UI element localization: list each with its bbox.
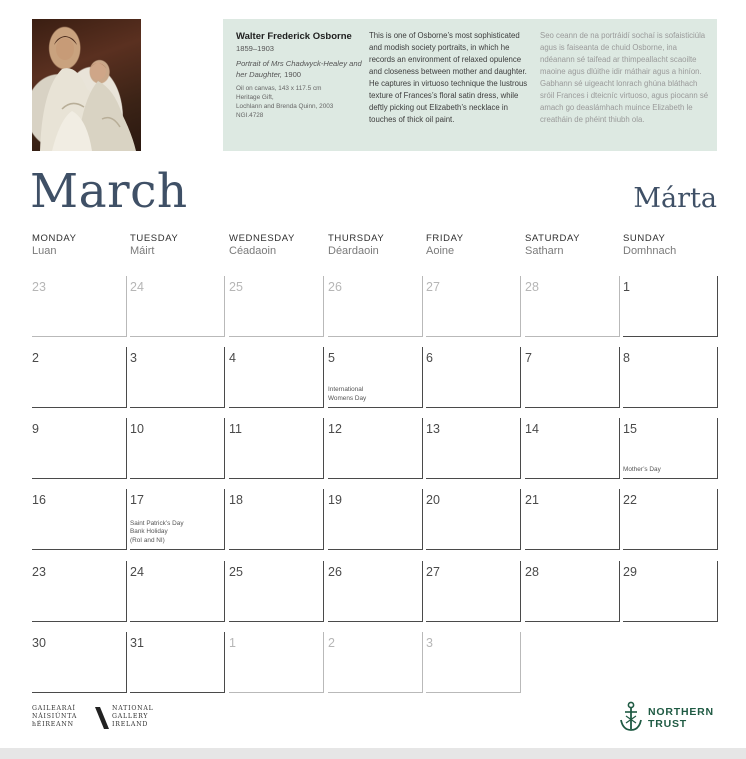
event-note-line: International — [328, 386, 364, 393]
day-number: 26 — [328, 565, 342, 579]
logo-line: IRELAND — [112, 721, 149, 729]
artwork-credit-2: Lochlann and Brenda Quinn, 2003 — [236, 103, 334, 110]
weekday-label-irish: Céadaoin — [229, 245, 277, 257]
day-cell[interactable] — [130, 561, 225, 622]
day-number: 2 — [328, 636, 335, 650]
day-number: 8 — [623, 351, 630, 365]
day-event-note — [328, 386, 366, 403]
artwork-medium: Oil on canvas, 143 x 117.5 cm — [236, 85, 322, 92]
day-number: 19 — [328, 493, 342, 507]
description-irish: Seo ceann de na portráidí sochaí is sofaisticiúla agus is faiseanta de chuid Osborne, ina ndéanann sé taifead ar thimpeallacht scaoilte maoine agus dlúithe idir máthair agus a hiníon. Gabhann sé uigeacht lonrach ghúna bláthach sróil Frances i dteicníc virtuoso, agus piocann sé amach go deaslámhach muince Elizabeth le creatháin de phéint thiubh ola. — [540, 31, 709, 124]
day-number: 23 — [32, 565, 46, 579]
day-cell[interactable] — [32, 418, 127, 479]
month-title-english: March — [30, 164, 188, 219]
event-note-line: Mother’s Day — [623, 465, 661, 473]
weekday-label-irish: Satharn — [525, 245, 564, 257]
day-number: 13 — [426, 422, 440, 436]
day-number: 17 — [130, 493, 144, 507]
day-number: 27 — [426, 565, 440, 579]
day-number: 4 — [229, 351, 236, 365]
day-number: 3 — [426, 636, 433, 650]
day-number: 22 — [623, 493, 637, 507]
event-note-line: Bank Holiday — [130, 528, 168, 535]
logo-slash-icon — [94, 706, 110, 730]
day-cell[interactable] — [623, 276, 718, 337]
day-number: 25 — [229, 280, 243, 294]
day-number: 28 — [525, 280, 539, 294]
weekday-label-irish: Luan — [32, 245, 57, 257]
day-cell[interactable] — [229, 418, 324, 479]
day-cell[interactable] — [130, 632, 225, 693]
artwork-caption — [236, 30, 364, 120]
day-number: 6 — [426, 351, 433, 365]
weekday-header-friday — [426, 233, 522, 257]
day-cell-adjacent-month[interactable] — [229, 632, 324, 693]
artwork-title-text: Portrait of Mrs Chadwyck-Healey and her Daughter, — [236, 59, 362, 79]
weekday-label-irish: Aoine — [426, 245, 455, 257]
artwork-title — [236, 58, 364, 80]
day-number: 31 — [130, 636, 144, 650]
day-number: 14 — [525, 422, 539, 436]
northern-trust-logo — [619, 701, 714, 738]
logo-line: NÁISIÚNTA — [32, 713, 78, 721]
day-number: 24 — [130, 280, 144, 294]
weekday-header-wednesday — [229, 233, 325, 257]
day-number: 18 — [229, 493, 243, 507]
day-number: 7 — [525, 351, 532, 365]
logo-line: GAILEARAÍ — [32, 705, 76, 712]
day-number: 11 — [229, 422, 242, 436]
day-cell[interactable] — [32, 347, 127, 408]
day-cell-adjacent-month[interactable] — [130, 276, 225, 337]
day-number: 16 — [32, 493, 46, 507]
weekday-label-english: MONDAY — [32, 233, 77, 244]
day-cell[interactable] — [426, 489, 521, 550]
day-cell[interactable] — [32, 632, 127, 693]
logo-line: GALLERY — [112, 713, 149, 721]
day-cell[interactable] — [525, 489, 620, 550]
weekday-label-english: WEDNESDAY — [229, 233, 295, 244]
day-cell-adjacent-month[interactable] — [426, 632, 521, 693]
weekday-header-monday — [32, 233, 128, 257]
day-number: 9 — [32, 422, 39, 436]
day-number: 27 — [426, 280, 440, 294]
day-number: 25 — [229, 565, 243, 579]
artwork-image — [32, 19, 141, 151]
day-cell-adjacent-month[interactable] — [32, 276, 127, 337]
day-number: 21 — [525, 493, 539, 507]
weekday-header-sunday — [623, 233, 719, 257]
day-number: 23 — [32, 280, 46, 294]
day-cell[interactable] — [623, 347, 718, 408]
day-cell[interactable] — [525, 418, 620, 479]
day-cell[interactable] — [328, 489, 423, 550]
day-number: 20 — [426, 493, 440, 507]
day-number: 26 — [328, 280, 342, 294]
day-number: 15 — [623, 422, 637, 436]
day-number: 3 — [130, 351, 137, 365]
day-cell[interactable] — [426, 418, 521, 479]
artwork-credit-1: Heritage Gift, — [236, 94, 274, 101]
day-number: 12 — [328, 422, 342, 436]
event-note-line: Womens Day — [328, 394, 367, 402]
day-number: 30 — [32, 636, 46, 650]
sponsor-line: NORTHERN — [648, 706, 714, 718]
artwork-details — [236, 84, 364, 120]
weekday-label-english: SUNDAY — [623, 233, 666, 244]
day-cell[interactable] — [328, 418, 423, 479]
day-number: 1 — [229, 636, 236, 650]
weekday-label-english: FRIDAY — [426, 233, 464, 244]
logo-text-english — [112, 705, 154, 730]
day-number: 1 — [623, 280, 630, 294]
day-number: 24 — [130, 565, 144, 579]
weekday-label-irish: Máirt — [130, 245, 155, 257]
logo-line: hÉIREANN — [32, 721, 74, 729]
day-number: 10 — [130, 422, 144, 436]
weekday-label-english: THURSDAY — [328, 233, 385, 244]
day-cell-adjacent-month[interactable] — [328, 632, 423, 693]
day-cell-adjacent-month[interactable] — [328, 276, 423, 337]
sponsor-name — [648, 706, 714, 730]
page-bottom-edge — [0, 748, 746, 759]
day-number: 2 — [32, 351, 39, 365]
day-event-note — [130, 520, 184, 546]
day-cell[interactable] — [328, 347, 423, 408]
day-cell[interactable] — [426, 347, 521, 408]
event-note-line: (RoI and NI) — [130, 536, 165, 544]
day-number: 29 — [623, 565, 637, 579]
day-cell[interactable] — [229, 347, 324, 408]
sponsor-line: TRUST — [648, 718, 687, 730]
day-cell[interactable] — [32, 489, 127, 550]
day-cell[interactable] — [229, 489, 324, 550]
day-number: 5 — [328, 351, 335, 365]
day-cell[interactable] — [32, 561, 127, 622]
day-cell[interactable] — [623, 489, 718, 550]
artist-dates: 1859–1903 — [236, 44, 275, 53]
day-cell[interactable] — [130, 418, 225, 479]
artwork-ref: NGI.4728 — [236, 112, 264, 119]
day-cell-adjacent-month[interactable] — [426, 276, 521, 337]
description-english: This is one of Osborne’s most sophisticated and modish society portraits, in which he records an environment of relaxed opulence and closeness between mother and daughter. He captures in virtuoso technique the lustrous texture of Frances’s floral satin dress, while deftly picking out Elizabeth’s necklace in touches of thick oil paint. — [369, 31, 528, 124]
weekday-header-saturday — [525, 233, 621, 257]
logo-line: NATIONAL — [112, 705, 154, 712]
day-cell[interactable] — [328, 561, 423, 622]
day-cell-adjacent-month[interactable] — [525, 276, 620, 337]
day-number: 28 — [525, 565, 539, 579]
day-cell[interactable] — [623, 561, 718, 622]
artist-name: Walter Frederick Osborne — [236, 31, 352, 42]
day-cell-adjacent-month[interactable] — [229, 276, 324, 337]
day-cell[interactable] — [229, 561, 324, 622]
weekday-label-english: TUESDAY — [130, 233, 179, 244]
logo-text-irish — [32, 705, 77, 730]
day-cell[interactable] — [130, 347, 225, 408]
day-cell[interactable] — [130, 489, 225, 550]
event-note-line: Saint Patrick’s Day — [130, 519, 184, 527]
anchor-icon — [619, 701, 643, 733]
day-cell[interactable] — [525, 347, 620, 408]
artwork-info-panel — [223, 19, 717, 151]
day-cell[interactable] — [623, 418, 718, 479]
month-title-irish: Márta — [633, 183, 717, 214]
weekday-label-irish: Déardaoin — [328, 245, 379, 257]
weekday-header-thursday — [328, 233, 424, 257]
artwork-year: 1900 — [284, 70, 302, 79]
weekday-label-english: SATURDAY — [525, 233, 581, 244]
weekday-label-irish: Domhnach — [623, 245, 677, 257]
day-cell[interactable] — [525, 561, 620, 622]
day-cell[interactable] — [426, 561, 521, 622]
weekday-header-tuesday — [130, 233, 226, 257]
day-event-note — [623, 466, 661, 475]
